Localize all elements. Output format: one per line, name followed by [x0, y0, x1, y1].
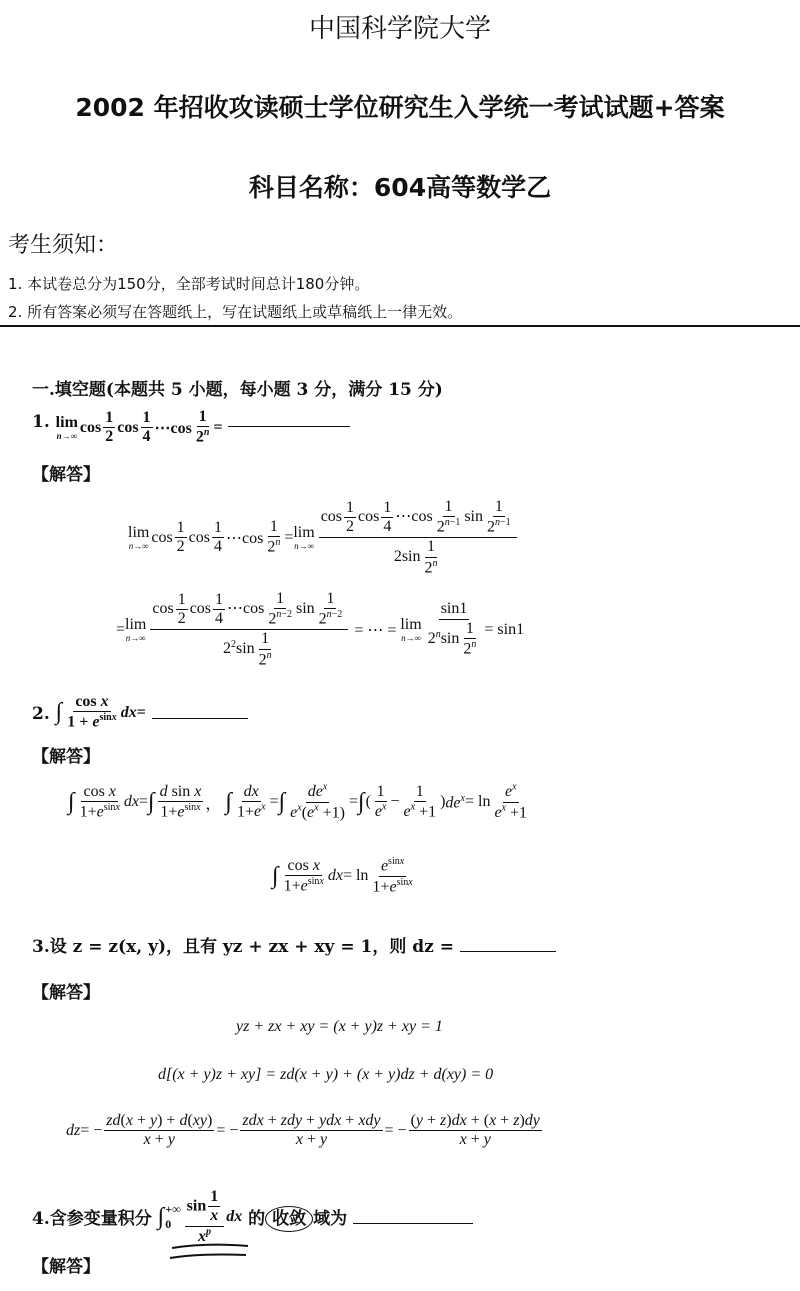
notice-item-1: 1. 本试卷总分为150分，全部考试时间总计180分钟。	[8, 275, 370, 293]
answer-label: 【解答】	[32, 465, 100, 485]
divider-rule	[0, 325, 800, 327]
notice-item-2: 2. 所有答案必须写在答题纸上，写在试题纸上或草稿纸上一律无效。	[8, 303, 463, 321]
question-2	[32, 693, 248, 732]
circled-annotation: 收敛	[265, 1206, 313, 1232]
solution-q3-line2: d[(x + y)z + xy] = zd(x + y) + (x + y)dz + d(xy) = 0	[158, 1066, 494, 1083]
answer-blank	[152, 702, 248, 719]
answer-label: 【解答】	[32, 983, 100, 1003]
answer-blank	[460, 935, 556, 952]
answer-blank	[353, 1207, 473, 1224]
question-4-mid: 的	[248, 1208, 266, 1229]
notice-heading: 考生须知：	[8, 233, 119, 258]
exam-title: 2002 年招收攻读硕士学位研究生入学统一考试试题+答案	[75, 93, 725, 122]
question-number: 4.	[32, 1208, 50, 1229]
solution-q2-line2: ∫ cos x $1+e^{sinx}$ dx = ln $e^{sinx}$ $1+e^{sinx}$	[272, 856, 413, 896]
university-name: 中国科学院大学	[308, 14, 491, 44]
solution-q1-line2: = lim n→∞ cos $\frac{1}{2}$ cos $\frac{1}{4}$ ⋯cos $\frac{1}{2^{n-2}}$ sin $\frac{1}{2^{n-2}}$ $2^2\sin$ $\frac{1}{2^n}$ = ⋯ = lim n→∞ sin1 2$^n$sin $\frac{1}{2^n}$ = sin1	[116, 590, 525, 668]
subject-name: 科目名称：604高等数学乙	[248, 173, 552, 202]
answer-label: 【解答】	[32, 1257, 100, 1277]
solution-q3-line1: yz + zx + xy = (x + y)z + xy = 1	[236, 1018, 443, 1035]
question-4-suffix: 域为	[313, 1208, 348, 1229]
solution-q2-line1: ∫ cos x $1+e^{sinx}$ dx = ∫ d sin x $1+e^{sinx}$ ， ∫ dx $1+e^x$ = ∫ $de^x$ $e^x(e^x +1)$ = ∫ ( 1 $e^x$ − 1 $e^x +1$ ) $de^x$ = ln $e^x$ $e^x +1$	[68, 782, 528, 822]
question-3	[32, 932, 556, 957]
section-heading: 一.填空题(本题共 5 小题，每小题 3 分，满分 15 分)	[32, 380, 443, 400]
question-number: 3.	[32, 937, 50, 957]
question-number: 1.	[32, 412, 50, 433]
formula-q4: ∫ +∞ 0 sin $\frac{1}{x}$ $x^p$ dx	[157, 1188, 243, 1246]
formula-q2: ∫ cos x $1 + e^{sinx}$ dx =	[55, 693, 146, 731]
answer-label: 【解答】	[32, 747, 100, 767]
handwritten-underline-marks	[168, 1236, 252, 1270]
question-3-text: 设 z = z(x, y)，且有 yz + zx + xy = 1，则 dz =	[49, 937, 454, 957]
question-number: 2.	[32, 704, 50, 725]
question-1	[32, 408, 350, 447]
solution-q1-line1: lim n→∞ cos 1 2 cos 1 4 ⋯cos 1 2$^n$ = lim n→∞ cos $\frac{1}{2}$ cos $\frac{1}{4}$ ⋯cos $\frac{1}{2^{n-1}}$ sin $\frac{1}{2^{n-1}}$ 2sin $\frac{1}{2^n}$	[128, 498, 519, 577]
question-4	[32, 1188, 473, 1247]
question-4-prefix: 含参变量积分	[49, 1208, 152, 1229]
solution-q3-line3: dz = − zd(x + y) + d(xy) x + y = − zdx + zdy + ydx + xdy x + y = − (y + z)dx + (x + z)dy x + y	[66, 1112, 540, 1149]
formula-q1: lim n→∞ cos 1 2 cos 1 4 ⋯cos 1 2$^n$ =	[55, 408, 223, 446]
answer-blank	[228, 410, 350, 427]
